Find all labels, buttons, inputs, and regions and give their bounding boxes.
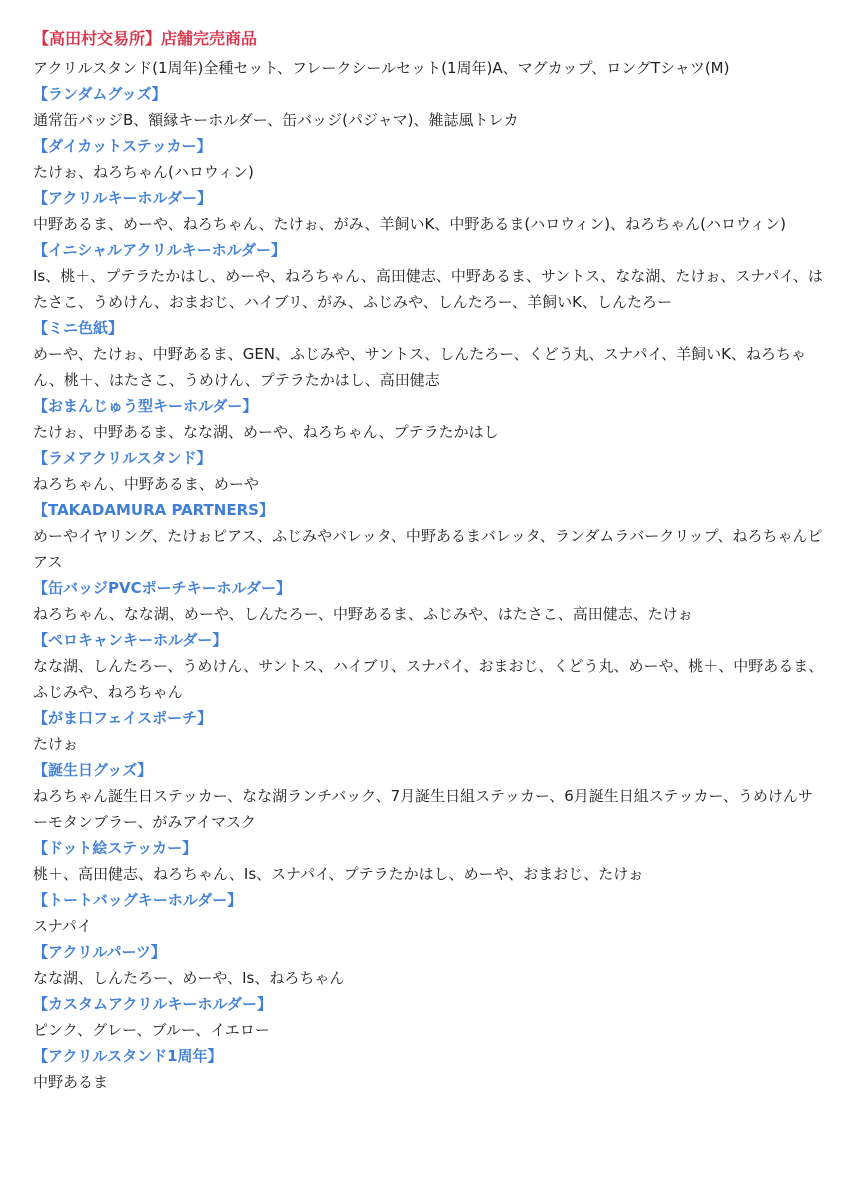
section-items: ねろちゃん、なな湖、めーや、しんたろー、中野あるま、ふじみや、はたさこ、高田健志、たけぉ	[33, 605, 693, 623]
section-custom-acrylic-keyholder	[33, 991, 824, 1043]
section-items: なな湖、しんたろー、めーや、Is、ねろちゃん	[33, 969, 345, 987]
section-lollipop-keyholder	[33, 627, 824, 705]
section-heading: 【ラメアクリルスタンド】	[33, 449, 212, 467]
section-items: 通常缶バッジB、額縁キーホルダー、缶バッジ(パジャマ)、雑誌風トレカ	[33, 111, 519, 129]
section-items: めーやイヤリング、たけぉピアス、ふじみやバレッタ、中野あるまバレッタ、ランダムラバークリップ、ねろちゃんピアス	[33, 527, 823, 571]
section-heading: 【ドット絵ステッカー】	[33, 839, 198, 857]
section-heading: 【アクリルスタンド1周年】	[33, 1047, 223, 1065]
section-heading: 【がま口フェイスポーチ】	[33, 709, 213, 727]
section-heading: 【アクリルパーツ】	[33, 943, 166, 961]
section-tote-keyholder	[33, 887, 824, 939]
section-takadamura-partners	[33, 497, 824, 575]
section-heading: 【TAKADAMURA PARTNERS】	[33, 501, 274, 519]
section-badge-pvc-pouch	[33, 575, 824, 627]
section-acrylic-keyholder	[33, 185, 824, 237]
section-mini-shikishi	[33, 315, 824, 393]
section-items: ねろちゃん誕生日ステッカー、なな湖ランチバック、7月誕生日組ステッカー、6月誕生日組ステッカー、うめけんサーモタンブラー、がみアイマスク	[33, 787, 813, 831]
section-birthday-goods	[33, 757, 824, 835]
section-items: スナパイ	[33, 917, 92, 935]
section-face-pouch	[33, 705, 824, 757]
section-random-goods	[33, 81, 824, 133]
section-items: Is、桃＋、プテラたかはし、めーや、ねろちゃん、高田健志、中野あるま、サントス、なな湖、たけぉ、スナパイ、はたさこ、うめけん、おまおじ、ハイブリ、がみ、ふじみや、しんたろー、羊飼いK、しんたろー	[33, 267, 823, 311]
section-items: たけぉ、ねろちゃん(ハロウィン)	[33, 163, 254, 181]
section-items: 桃＋、高田健志、ねろちゃん、Is、スナパイ、プテラたかはし、めーや、おまおじ、たけぉ	[33, 865, 644, 883]
section-items: たけぉ	[33, 735, 79, 753]
section-heading: 【トートバッグキーホルダー】	[33, 891, 243, 909]
section-diecut-sticker	[33, 133, 824, 185]
intro-text: アクリルスタンド(1周年)全種セット、フレークシールセット(1周年)A、マグカップ、ロングTシャツ(M)	[33, 59, 730, 77]
section-items: 中野あるま	[33, 1073, 109, 1091]
section-glitter-acrylic-stand	[33, 445, 824, 497]
section-heading: 【誕生日グッズ】	[33, 761, 153, 779]
section-heading: 【ミニ色紙】	[33, 319, 124, 337]
section-pixel-sticker	[33, 835, 824, 887]
section-heading: 【カスタムアクリルキーホルダー】	[33, 995, 272, 1013]
section-initial-acrylic-keyholder	[33, 237, 824, 315]
section-acrylic-stand-anniversary	[33, 1043, 824, 1095]
section-heading: 【ランダムグッズ】	[33, 85, 167, 103]
section-items: めーや、たけぉ、中野あるま、GEN、ふじみや、サントス、しんたろー、くどう丸、スナパイ、羊飼いK、ねろちゃん、桃＋、はたさこ、うめけん、プテラたかはし、高田健志	[33, 345, 806, 389]
page-title: 【高田村交易所】店舗完売商品	[33, 29, 258, 48]
section-heading: 【アクリルキーホルダー】	[33, 189, 212, 207]
section-heading: 【ダイカットステッカー】	[33, 137, 212, 155]
section-heading: 【おまんじゅう型キーホルダー】	[33, 397, 258, 415]
section-items: たけぉ、中野あるま、なな湖、めーや、ねろちゃん、プテラたかはし	[33, 423, 499, 441]
section-manju-keyholder	[33, 393, 824, 445]
section-acrylic-parts	[33, 939, 824, 991]
section-items: ねろちゃん、中野あるま、めーや	[33, 475, 259, 493]
section-items: 中野あるま、めーや、ねろちゃん、たけぉ、がみ、羊飼いK、中野あるま(ハロウィン)、ねろちゃん(ハロウィン)	[33, 215, 786, 233]
section-heading: 【イニシャルアクリルキーホルダー】	[33, 241, 287, 259]
section-items: なな湖、しんたろー、うめけん、サントス、ハイブリ、スナパイ、おまおじ、くどう丸、めーや、桃＋、中野あるま、ふじみや、ねろちゃん	[33, 657, 824, 701]
section-heading: 【缶バッジPVCポーチキーホルダー】	[33, 579, 292, 597]
section-heading: 【ペロキャンキーホルダー】	[33, 631, 228, 649]
section-items: ピンク、グレー、ブルー、イエロー	[33, 1021, 270, 1039]
